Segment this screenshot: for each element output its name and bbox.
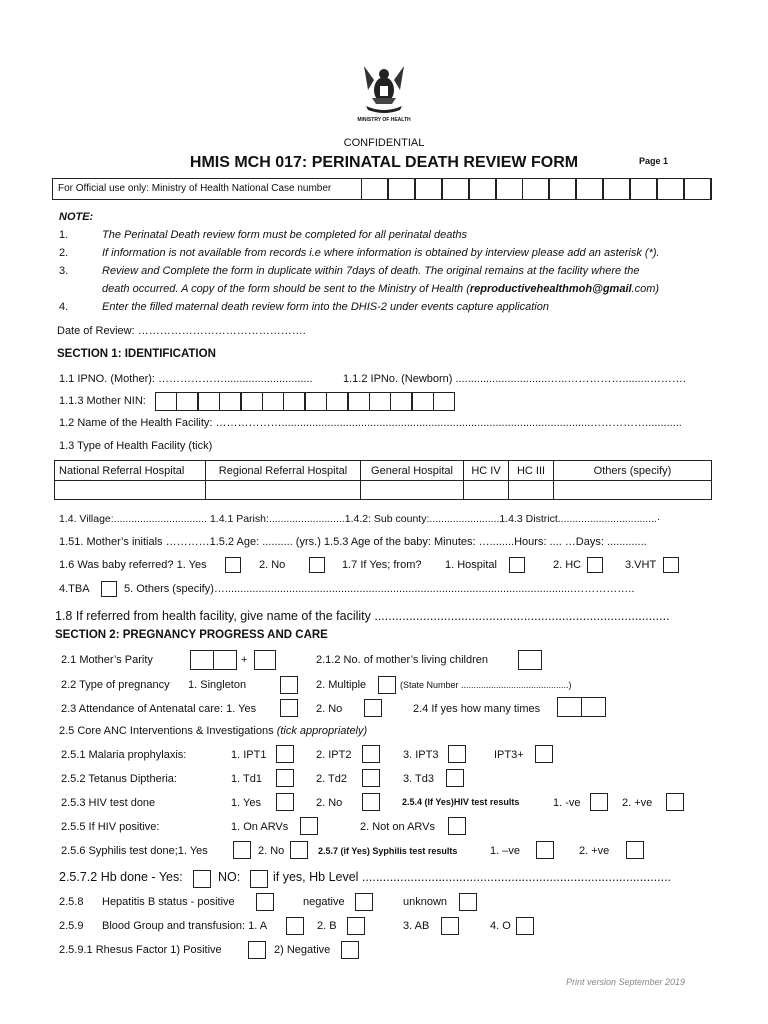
parity-box-1[interactable] [190, 650, 214, 670]
case-number-cell[interactable] [469, 178, 496, 200]
form-title: HMIS MCH 017: PERINATAL DEATH REVIEW FORM [189, 154, 579, 171]
hepatitis-positive-checkbox[interactable] [256, 893, 274, 911]
nin-cell[interactable] [283, 392, 305, 411]
note-text-4: Enter the filled maternal death review form into the DHIS-2 under events capture application [102, 301, 549, 313]
singleton-checkbox[interactable] [280, 676, 298, 694]
blood-b-label: 2. B [317, 920, 337, 932]
syphilis-neg-label: 1. –ve [490, 845, 520, 857]
core-anc-label: 2.5 Core ANC Interventions & Investigations (tick appropriately) [59, 725, 368, 737]
section2-heading: SECTION 2: PREGNANCY PROGRESS AND CARE [55, 629, 328, 641]
tba-checkbox[interactable] [101, 581, 117, 597]
how-many-box-2[interactable] [581, 697, 606, 717]
from-vht-label: 3.VHT [625, 559, 657, 571]
referred-no-label: 2. No [259, 559, 286, 571]
tetanus-label: 2.5.2 Tetanus Diptheria: [61, 773, 177, 785]
how-many-label: 2.4 If yes how many times [413, 703, 541, 715]
nin-cell[interactable] [155, 392, 177, 411]
referred-no-checkbox[interactable] [309, 557, 325, 573]
facility-type-general: General Hospital [361, 461, 464, 481]
parity-box-2[interactable] [213, 650, 237, 670]
antenatal-no-label: 2. No [316, 703, 343, 715]
from-vht-checkbox[interactable] [663, 557, 679, 573]
email-text: reproductivehealthmoh@gmail [469, 283, 632, 295]
living-children-label: 2.1.2 No. of mother’s living children [316, 654, 489, 666]
case-number-cell[interactable] [496, 178, 523, 200]
td3-checkbox[interactable] [446, 769, 464, 787]
antenatal-label: 2.3 Attendance of Antenatal care: 1. Yes [61, 703, 257, 715]
note-num-4: 4. [59, 301, 69, 313]
nin-cell[interactable] [433, 392, 455, 411]
case-number-cell[interactable] [361, 178, 388, 200]
td1-checkbox[interactable] [276, 769, 294, 787]
multiple-checkbox[interactable] [378, 676, 396, 694]
from-hc-label: 2. HC [553, 559, 582, 571]
tick-hc4[interactable] [464, 481, 509, 500]
ministry-label: MINISTRY OF HEALTH [357, 117, 411, 123]
td2-label: 2. Td2 [316, 773, 347, 785]
hiv-yes-label: 1. Yes [231, 797, 261, 809]
parity-plus: + [241, 654, 248, 666]
nin-cell[interactable] [305, 392, 327, 411]
syphilis-no-label: 2. No [258, 845, 285, 857]
syphilis-result-label: 2.5.7 (if Yes) Syphilis test results [318, 846, 458, 856]
blood-o-checkbox[interactable] [516, 917, 534, 935]
nin-cell[interactable] [176, 392, 198, 411]
nin-cell[interactable] [198, 392, 220, 411]
nin-cell[interactable] [326, 392, 348, 411]
nin-cell[interactable] [412, 392, 434, 411]
td3-label: 3. Td3 [403, 773, 434, 785]
mother-nin-label: 1.1.3 Mother NIN: [59, 395, 146, 407]
malaria-label: 2.5.1 Malaria prophylaxis: [61, 749, 187, 761]
nin-cell[interactable] [348, 392, 370, 411]
syphilis-no-checkbox[interactable] [290, 841, 308, 859]
referred-facility-field[interactable]: 1.8 If referred from health facility, give name of the facility ..................................................................................... [55, 609, 670, 623]
hb-yes-checkbox[interactable] [193, 870, 211, 888]
blood-b-checkbox[interactable] [347, 917, 365, 935]
nin-cell[interactable] [262, 392, 284, 411]
facility-type-label: 1.3 Type of Health Facility (tick) [59, 440, 213, 452]
multiple-label: 2. Multiple [316, 679, 367, 691]
not-arvs-checkbox[interactable] [448, 817, 466, 835]
referred-from-label: 1.7 If Yes; from? [342, 559, 422, 571]
hb-no-label: NO: [218, 870, 241, 884]
facility-name-field[interactable]: 1.2 Name of the Health Facility: ……………….....................................................................................................……………............ [59, 417, 682, 429]
state-number-field[interactable]: (State Number ...........................................) [400, 680, 572, 690]
rhesus-negative-checkbox[interactable] [341, 941, 359, 959]
hiv-positive-label: 2.5.5 If HIV positive: [61, 821, 160, 833]
tick-general[interactable] [361, 481, 464, 500]
note-text-3: Review and Complete the form in duplicate within 7days of death. The original remains at the facility where the [102, 265, 640, 277]
official-use-label: For Official use only: Ministry of Health National Case number [58, 183, 332, 194]
hiv-pos-label: 2. +ve [622, 797, 653, 809]
facility-type-others: Others (specify) [554, 461, 712, 481]
nin-cell[interactable] [369, 392, 391, 411]
tick-regional[interactable] [206, 481, 361, 500]
hepatitis-unknown-checkbox[interactable] [459, 893, 477, 911]
facility-type-hc3: HC III [509, 461, 554, 481]
hb-level-field[interactable]: if yes, Hb Level ......................................................................................... [273, 870, 672, 884]
rhesus-label: 2.5.9.1 Rhesus Factor 1) Positive [59, 944, 222, 956]
tba-label: 4.TBA [59, 583, 90, 595]
ipt3-checkbox[interactable] [448, 745, 466, 763]
living-children-box[interactable] [518, 650, 542, 670]
case-number-cell[interactable] [603, 178, 630, 200]
others-specify-field[interactable]: 5. Others (specify)…..................................................................................................................…………….. [124, 583, 635, 595]
case-number-cell[interactable] [549, 178, 576, 200]
note-heading: NOTE: [59, 211, 94, 223]
tick-national[interactable] [55, 481, 206, 500]
hepatitis-label: Hepatitis B status - positive [102, 896, 235, 908]
facility-type-national: National Referral Hospital [55, 461, 206, 481]
note-text-3b: death occurred. A copy of the form should be sent to the Ministry of Health (reproductivehealthmoh@gmail.com) [102, 283, 660, 295]
facility-type-regional: Regional Referral Hospital [206, 461, 361, 481]
ipno-mother-field[interactable]: 1.1 IPNO. (Mother): ………………............................. [59, 373, 313, 385]
coat-of-arms-logo [352, 60, 416, 116]
rhesus-positive-checkbox[interactable] [248, 941, 266, 959]
case-number-cell[interactable] [388, 178, 415, 200]
td1-label: 1. Td1 [231, 773, 262, 785]
hepatitis-num: 2.5.8 [59, 896, 84, 908]
location-fields[interactable]: 1.4. Village:................................ 1.4.1 Parish:..........................1.4.2: Sub county:........................1.4.3 District..................................· [59, 513, 661, 525]
ipt3-label: 3. IPT3 [403, 749, 439, 761]
note-text-2: If information is not available from records i.e where information is obtained by interview please add an asterisk (*). [102, 247, 660, 259]
note-num-1: 1. [59, 229, 69, 241]
case-number-cell[interactable] [576, 178, 603, 200]
hiv-yes-checkbox[interactable] [276, 793, 294, 811]
note-text-1: The Perinatal Death review form must be completed for all perinatal deaths [102, 229, 468, 241]
hb-done-label: 2.5.7.2 Hb done - Yes: [59, 870, 183, 884]
tick-hc3[interactable] [509, 481, 554, 500]
hiv-pos-checkbox[interactable] [666, 793, 684, 811]
pregnancy-type-label: 2.2 Type of pregnancy [61, 679, 170, 691]
ipt3plus-checkbox[interactable] [535, 745, 553, 763]
ipt1-checkbox[interactable] [276, 745, 294, 763]
from-hc-checkbox[interactable] [587, 557, 603, 573]
nin-cell[interactable] [219, 392, 241, 411]
rhesus-negative-label: 2) Negative [274, 944, 331, 956]
note-num-2: 2. [59, 247, 69, 259]
tick-others[interactable] [554, 481, 712, 500]
hiv-neg-checkbox[interactable] [590, 793, 608, 811]
parity-label: 2.1 Mother’s Parity [61, 654, 153, 666]
from-hospital-label: 1. Hospital [445, 559, 497, 571]
antenatal-no-checkbox[interactable] [364, 699, 382, 717]
nin-cell[interactable] [241, 392, 263, 411]
from-hospital-checkbox[interactable] [509, 557, 525, 573]
blood-group-num: 2.5.9 [59, 920, 84, 932]
ipt2-checkbox[interactable] [362, 745, 380, 763]
hiv-result-label: 2.5.4 (If Yes)HIV test results [402, 797, 520, 807]
hiv-no-label: 2. No [316, 797, 343, 809]
page-number: Page 1 [639, 156, 669, 166]
blood-group-label: Blood Group and transfusion: 1. A [102, 920, 268, 932]
confidential-label: CONFIDENTIAL [343, 137, 425, 149]
hepatitis-unknown-label: unknown [403, 896, 448, 908]
date-of-review[interactable]: Date of Review: ………………………………………. [57, 325, 306, 337]
parity-box-3[interactable] [254, 650, 276, 670]
hiv-test-label: 2.5.3 HIV test done [61, 797, 156, 809]
referred-yes-checkbox[interactable] [225, 557, 241, 573]
syphilis-yes-checkbox[interactable] [233, 841, 251, 859]
on-arvs-checkbox[interactable] [300, 817, 318, 835]
section1-heading: SECTION 1: IDENTIFICATION [57, 348, 216, 360]
ipt1-label: 1. IPT1 [231, 749, 267, 761]
singleton-label: 1. Singleton [188, 679, 247, 691]
hiv-neg-label: 1. -ve [553, 797, 581, 809]
case-number-cell[interactable] [630, 178, 657, 200]
nin-cell[interactable] [390, 392, 412, 411]
facility-type-table [54, 460, 712, 500]
hepatitis-negative-checkbox[interactable] [355, 893, 373, 911]
facility-type-hc4: HC IV [464, 461, 509, 481]
blood-o-label: 4. O [490, 920, 511, 932]
how-many-box-1[interactable] [557, 697, 582, 717]
hb-no-checkbox[interactable] [250, 870, 268, 888]
blood-a-checkbox[interactable] [286, 917, 304, 935]
ipt2-label: 2. IPT2 [316, 749, 352, 761]
syphilis-pos-label: 2. +ve [579, 845, 610, 857]
ipno-newborn-field[interactable]: 1.1.2 IPNo. (Newborn) ..............................…...…………….........………. [343, 373, 686, 385]
hiv-no-checkbox[interactable] [362, 793, 380, 811]
antenatal-yes-checkbox[interactable] [280, 699, 298, 717]
syphilis-neg-checkbox[interactable] [536, 841, 554, 859]
hepatitis-negative-label: negative [303, 896, 345, 908]
print-version-footer: Print version September 2019 [566, 977, 686, 987]
case-number-cell[interactable] [522, 178, 549, 200]
ipt3plus-label: IPT3+ [494, 749, 524, 761]
not-arvs-label: 2. Not on ARVs [360, 821, 436, 833]
td2-checkbox[interactable] [362, 769, 380, 787]
initials-age-fields[interactable]: 1.51. Mother’s initials …………1.5.2 Age: .......... (yrs.) 1.5.3 Age of the baby: Minutes: …........Hours: .... …Days: ............. [59, 536, 647, 548]
note-num-3: 3. [59, 265, 69, 277]
syphilis-pos-checkbox[interactable] [626, 841, 644, 859]
baby-referred-label: 1.6 Was baby referred? 1. Yes [59, 559, 207, 571]
blood-ab-checkbox[interactable] [441, 917, 459, 935]
syphilis-label: 2.5.6 Syphilis test done;1. Yes [61, 845, 208, 857]
case-number-cell[interactable] [684, 178, 711, 200]
on-arvs-label: 1. On ARVs [231, 821, 289, 833]
case-number-cell[interactable] [442, 178, 469, 200]
blood-ab-label: 3. AB [403, 920, 430, 932]
case-number-cell[interactable] [415, 178, 442, 200]
case-number-cell[interactable] [657, 178, 684, 200]
